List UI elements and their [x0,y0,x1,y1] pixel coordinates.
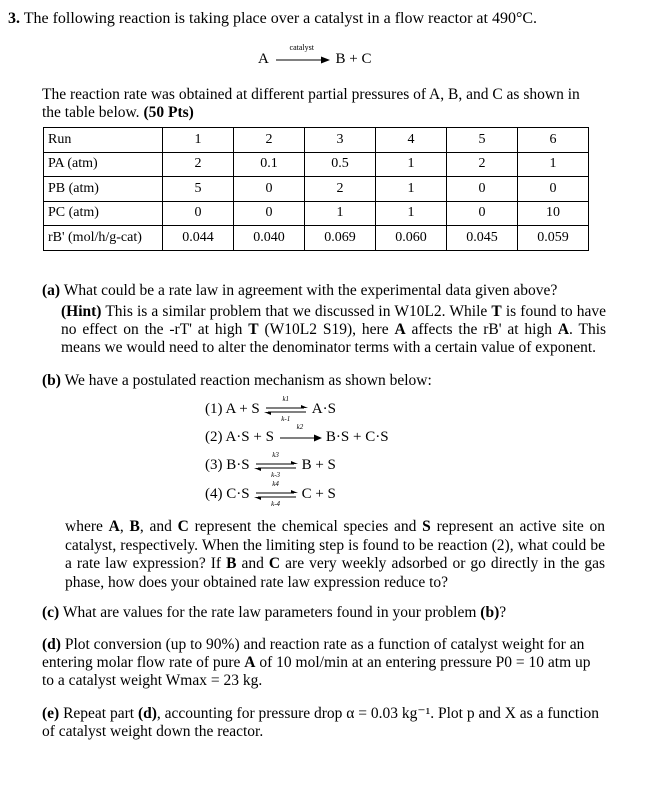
row-label: rB' (mol/h/g-cat) [44,226,163,251]
hint-paragraph: (Hint) This is a similar problem that we discussed in W10L2. While T is found to have no effect on the -rT' at high T (W10L2 S19), here A affects the rB' at high A. This means we would need to alter the denominator terms with a certain value of exponent. [61,303,607,356]
points-label: (50 Pts) [143,104,194,121]
table-cell: 0 [447,177,518,202]
question-number: 3. [8,10,20,27]
catalyst-arrow [274,42,330,67]
step-left: C·S [226,486,250,502]
step-number: (2) [205,429,223,445]
table-cell: 0 [447,201,518,226]
step-arrow [264,394,308,423]
table-cell: 4 [376,128,447,153]
question-title [8,10,537,28]
table-cell: 2 [163,152,234,177]
table-cell: 0.045 [447,226,518,251]
step-left: A·S + S [225,429,274,445]
question-d: (d) Plot conversion (up to 90%) and reaction rate as a function of catalyst weight for an entering molar flow rate of pure A of 10 mol/min at an entering pressure P0 = 10 atm up to a catalyst weight Wmax = 23 kg. [42,636,591,689]
step-right: C + S [301,486,336,502]
step-arrow [254,450,298,479]
table-row [44,226,589,251]
table-cell: 5 [447,128,518,153]
k-reverse: k-4 [271,499,281,508]
table-cell: 0.5 [305,152,376,177]
table-cell: 10 [518,201,589,226]
step-arrow [278,422,322,445]
question-e: (e) Repeat part (d), accounting for pressure drop α = 0.03 kg⁻¹. Plot p and X as a function of catalyst weight down the reactor. [42,705,599,740]
table-cell: 1 [376,201,447,226]
arrow-icon [274,53,330,67]
table-cell: 1 [518,152,589,177]
forward-arrow-icon [278,431,322,445]
mechanism-description: where A, B, and C represent the chemical species and S represent an active site on catalyst, respectively. When the limiting step is found to be reaction (2), what could be a rate law expression? If B and C are very weekly adsorbed or go directly in the gas phase, how does your obtained rate law expression reduce to? [65,518,606,591]
k-reverse: k-3 [271,470,281,479]
table-row [44,177,589,202]
question-a: (a) What could be a rate law in agreement with the experimental data given above? [42,282,558,299]
k-forward: k2 [296,422,304,431]
table-cell: 1 [305,201,376,226]
table-cell: 2 [305,177,376,202]
row-label: PB (atm) [44,177,163,202]
table-cell: 5 [163,177,234,202]
table-cell: 0 [163,201,234,226]
mechanism-step [205,479,336,508]
table-cell: 1 [163,128,234,153]
table-cell: 0 [234,201,305,226]
k-forward: k1 [282,394,290,403]
table-row [44,201,589,226]
mechanism-step [205,450,336,479]
table-row [44,128,589,153]
rate-data-table [43,127,589,251]
table-cell: 0 [234,177,305,202]
table-row [44,152,589,177]
table-cell: 0.060 [376,226,447,251]
step-arrow [254,479,298,508]
step-number: (1) [205,401,223,417]
mechanism-step [205,394,336,423]
products: B + C [335,51,372,67]
table-cell: 0.069 [305,226,376,251]
step-left: A + S [225,401,260,417]
step-right: A·S [311,401,336,417]
table-cell: 1 [376,177,447,202]
k-forward: k3 [272,450,279,459]
table-cell: 3 [305,128,376,153]
step-right: B + S [301,457,336,473]
overall-reaction [258,42,372,68]
step-right: B·S + C·S [325,429,389,445]
step-left: B·S [226,457,250,473]
row-label: Run [44,128,163,153]
mechanism-step [205,422,389,446]
reactant: A [258,51,269,67]
question-text: The following reaction is taking place over a catalyst in a flow reactor at 490°C. [23,10,538,27]
table-cell: 2 [447,152,518,177]
table-cell: 0.044 [163,226,234,251]
question-b: (b) We have a postulated reaction mechanism as shown below: [42,372,432,389]
k-forward: k4 [272,479,279,488]
row-label: PC (atm) [44,201,163,226]
step-number: (4) [205,486,223,502]
table-cell: 1 [376,152,447,177]
question-c: (c) What are values for the rate law parameters found in your problem (b)? [42,604,507,621]
intro-paragraph: The reaction rate was obtained at different partial pressures of A, B, and C as shown in the table below. (50 Pts) [42,86,580,121]
row-label: PA (atm) [44,152,163,177]
table-cell: 0.040 [234,226,305,251]
step-number: (3) [205,457,223,473]
table-cell: 0 [518,177,589,202]
table-cell: 6 [518,128,589,153]
table-cell: 0.059 [518,226,589,251]
table-cell: 2 [234,128,305,153]
k-reverse: k-1 [281,414,291,423]
table-cell: 0.1 [234,152,305,177]
catalyst-label: catalyst [289,42,314,52]
